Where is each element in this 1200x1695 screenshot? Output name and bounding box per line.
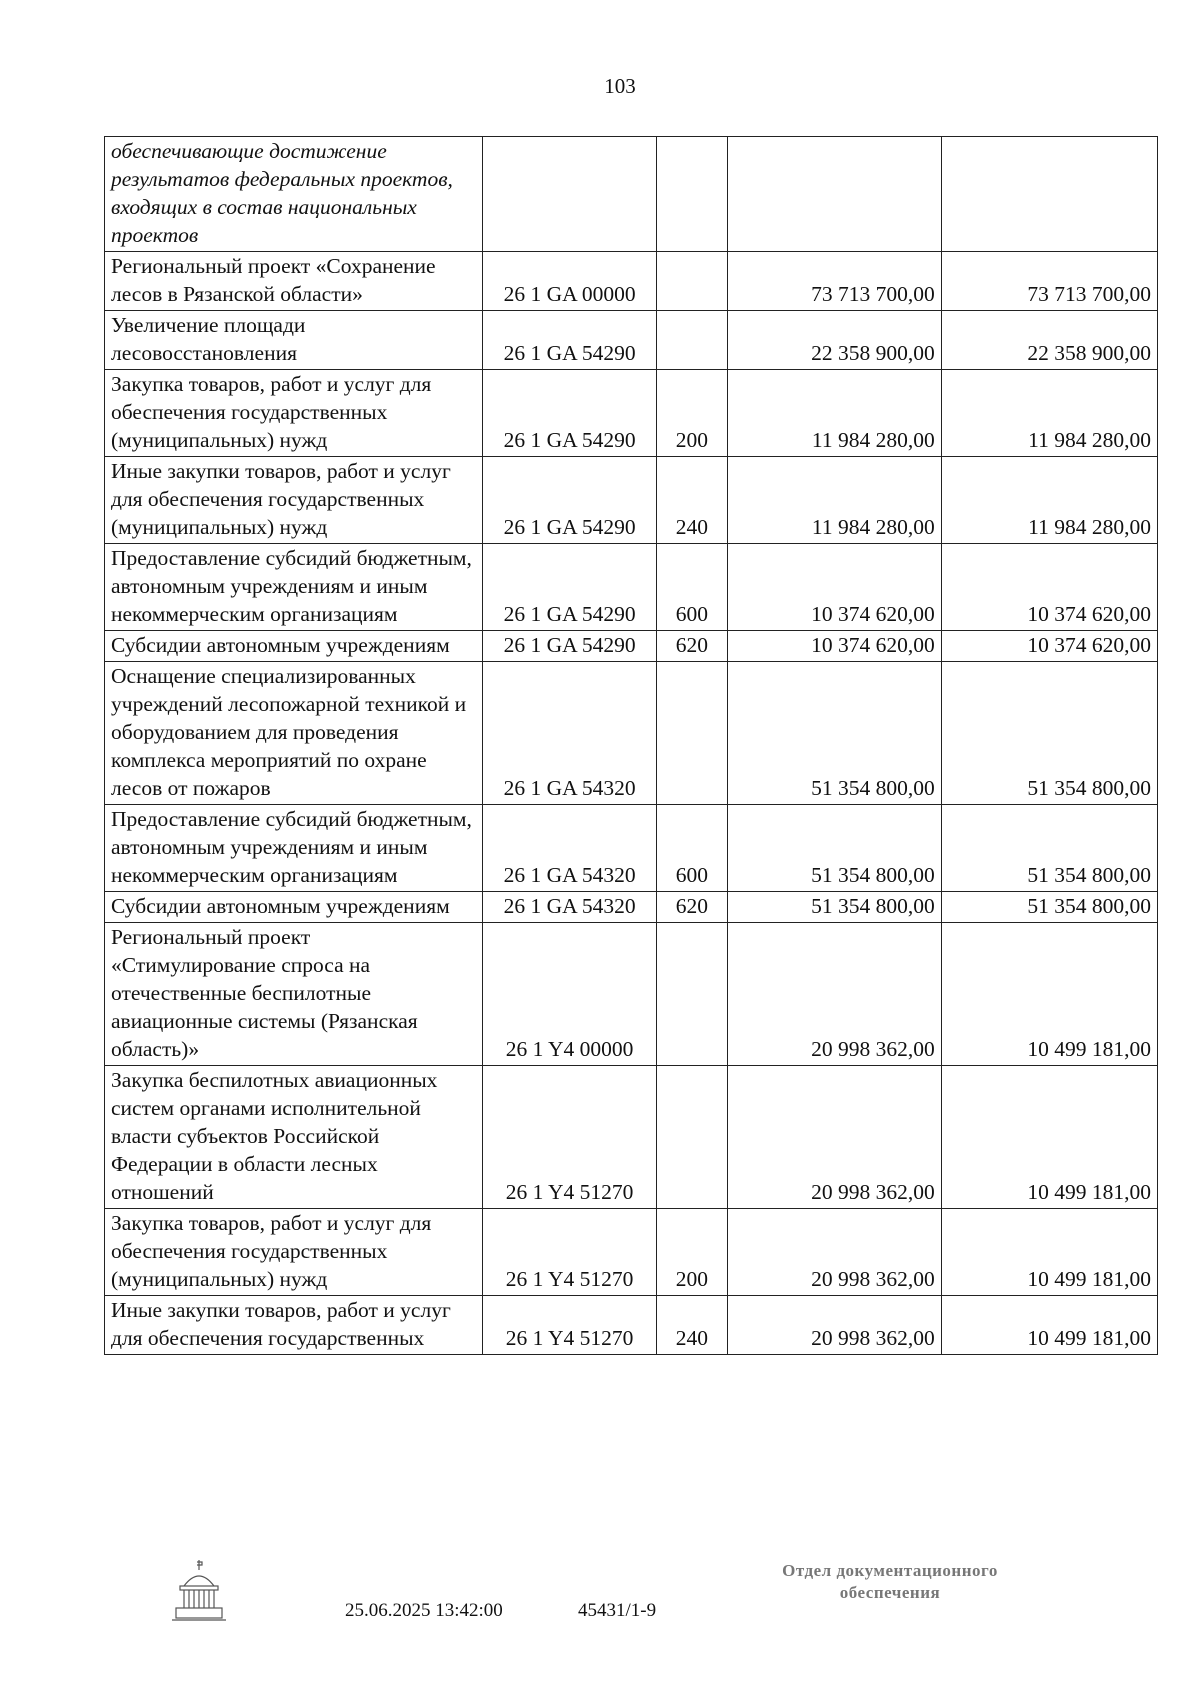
- target-article-code: 26 1 GA 54290: [483, 311, 657, 370]
- stamp-line-1: Отдел документационного: [782, 1561, 998, 1580]
- amount-year-2: 10 499 181,00: [941, 1296, 1157, 1355]
- duma-building-logo-icon: [170, 1558, 228, 1624]
- amount-year-1: 10 374 620,00: [727, 544, 941, 631]
- amount-year-1: 10 374 620,00: [727, 631, 941, 662]
- amount-year-1: 73 713 700,00: [727, 252, 941, 311]
- target-article-code: 26 1 GA 54290: [483, 544, 657, 631]
- amount-year-2: 73 713 700,00: [941, 252, 1157, 311]
- table-row: [105, 805, 1158, 892]
- target-article-code: 26 1 GA 54290: [483, 370, 657, 457]
- row-description: Предоставление субсидий бюджетным, автономным учреждениям и иным некоммерческим организациям: [105, 544, 483, 631]
- table-row: [105, 1209, 1158, 1296]
- amount-year-2: 10 499 181,00: [941, 1066, 1157, 1209]
- amount-year-2: 22 358 900,00: [941, 311, 1157, 370]
- target-article-code: 26 1 GA 54290: [483, 631, 657, 662]
- amount-year-2: 10 374 620,00: [941, 544, 1157, 631]
- expense-type: 200: [657, 370, 728, 457]
- target-article-code: 26 1 GA 54320: [483, 892, 657, 923]
- department-stamp: [740, 1560, 1040, 1604]
- footer-doc-number: 45431/1-9: [578, 1600, 657, 1621]
- table-row: [105, 892, 1158, 923]
- table-row: [105, 544, 1158, 631]
- table-row: [105, 252, 1158, 311]
- amount-year-2: 51 354 800,00: [941, 892, 1157, 923]
- row-description: Субсидии автономным учреждениям: [105, 631, 483, 662]
- stamp-line-2: обеспечения: [839, 1583, 941, 1602]
- row-description: Закупка товаров, работ и услуг для обеспечения государственных (муниципальных) нужд: [105, 1209, 483, 1296]
- amount-year-2: 51 354 800,00: [941, 662, 1157, 805]
- amount-year-2: [941, 137, 1157, 252]
- row-description: Закупка товаров, работ и услуг для обеспечения государственных (муниципальных) нужд: [105, 370, 483, 457]
- table-row: [105, 137, 1158, 252]
- target-article-code: 26 1 Y4 51270: [483, 1066, 657, 1209]
- table-row: [105, 370, 1158, 457]
- row-description: Региональный проект «Стимулирование спроса на отечественные беспилотные авиационные системы (Рязанская область)»: [105, 923, 483, 1066]
- amount-year-1: 20 998 362,00: [727, 1066, 941, 1209]
- target-article-code: 26 1 Y4 51270: [483, 1209, 657, 1296]
- row-description: Субсидии автономным учреждениям: [105, 892, 483, 923]
- amount-year-2: 11 984 280,00: [941, 457, 1157, 544]
- amount-year-1: 20 998 362,00: [727, 1296, 941, 1355]
- target-article-code: 26 1 GA 54290: [483, 457, 657, 544]
- amount-year-1: 51 354 800,00: [727, 892, 941, 923]
- target-article-code: 26 1 GA 54320: [483, 662, 657, 805]
- amount-year-1: 11 984 280,00: [727, 457, 941, 544]
- expense-type: [657, 137, 728, 252]
- amount-year-1: 51 354 800,00: [727, 662, 941, 805]
- table-row: [105, 457, 1158, 544]
- amount-year-2: 51 354 800,00: [941, 805, 1157, 892]
- amount-year-1: 11 984 280,00: [727, 370, 941, 457]
- amount-year-2: 10 374 620,00: [941, 631, 1157, 662]
- expense-type: 600: [657, 805, 728, 892]
- row-description: обеспечивающие достижение результатов федеральных проектов, входящих в состав национальных проектов: [105, 137, 483, 252]
- table-row: [105, 1296, 1158, 1355]
- row-description: Увеличение площади лесовосстановления: [105, 311, 483, 370]
- expense-type: 620: [657, 892, 728, 923]
- table-row: [105, 631, 1158, 662]
- expense-type: 200: [657, 1209, 728, 1296]
- amount-year-1: 20 998 362,00: [727, 923, 941, 1066]
- expense-type: [657, 252, 728, 311]
- expense-type: [657, 662, 728, 805]
- budget-table: [104, 136, 1158, 1355]
- row-description: Иные закупки товаров, работ и услуг для обеспечения государственных (муниципальных) нужд: [105, 457, 483, 544]
- footer-date: 25.06.2025 13:42:00: [345, 1600, 503, 1621]
- target-article-code: 26 1 GA 00000: [483, 252, 657, 311]
- target-article-code: 26 1 Y4 00000: [483, 923, 657, 1066]
- amount-year-2: 10 499 181,00: [941, 1209, 1157, 1296]
- amount-year-1: 20 998 362,00: [727, 1209, 941, 1296]
- target-article-code: 26 1 Y4 51270: [483, 1296, 657, 1355]
- target-article-code: [483, 137, 657, 252]
- row-description: Закупка беспилотных авиационных систем органами исполнительной власти субъектов Российской Федерации в области лесных отношений: [105, 1066, 483, 1209]
- row-description: Региональный проект «Сохранение лесов в Рязанской области»: [105, 252, 483, 311]
- table-row: [105, 662, 1158, 805]
- table-body: [105, 137, 1158, 1355]
- amount-year-1: 22 358 900,00: [727, 311, 941, 370]
- expense-type: 600: [657, 544, 728, 631]
- amount-year-2: 11 984 280,00: [941, 370, 1157, 457]
- amount-year-2: 10 499 181,00: [941, 923, 1157, 1066]
- expense-type: [657, 311, 728, 370]
- row-description: Иные закупки товаров, работ и услуг для обеспечения государственных: [105, 1296, 483, 1355]
- amount-year-1: 51 354 800,00: [727, 805, 941, 892]
- row-description: Оснащение специализированных учреждений лесопожарной техникой и оборудованием для проведения комплекса мероприятий по охране лесов от пожаров: [105, 662, 483, 805]
- page-number: 103: [604, 74, 636, 98]
- table-row: [105, 311, 1158, 370]
- table-row: [105, 923, 1158, 1066]
- target-article-code: 26 1 GA 54320: [483, 805, 657, 892]
- expense-type: 240: [657, 1296, 728, 1355]
- expense-type: [657, 1066, 728, 1209]
- row-description: Предоставление субсидий бюджетным, автономным учреждениям и иным некоммерческим организациям: [105, 805, 483, 892]
- expense-type: 620: [657, 631, 728, 662]
- amount-year-1: [727, 137, 941, 252]
- expense-type: [657, 923, 728, 1066]
- table-row: [105, 1066, 1158, 1209]
- expense-type: 240: [657, 457, 728, 544]
